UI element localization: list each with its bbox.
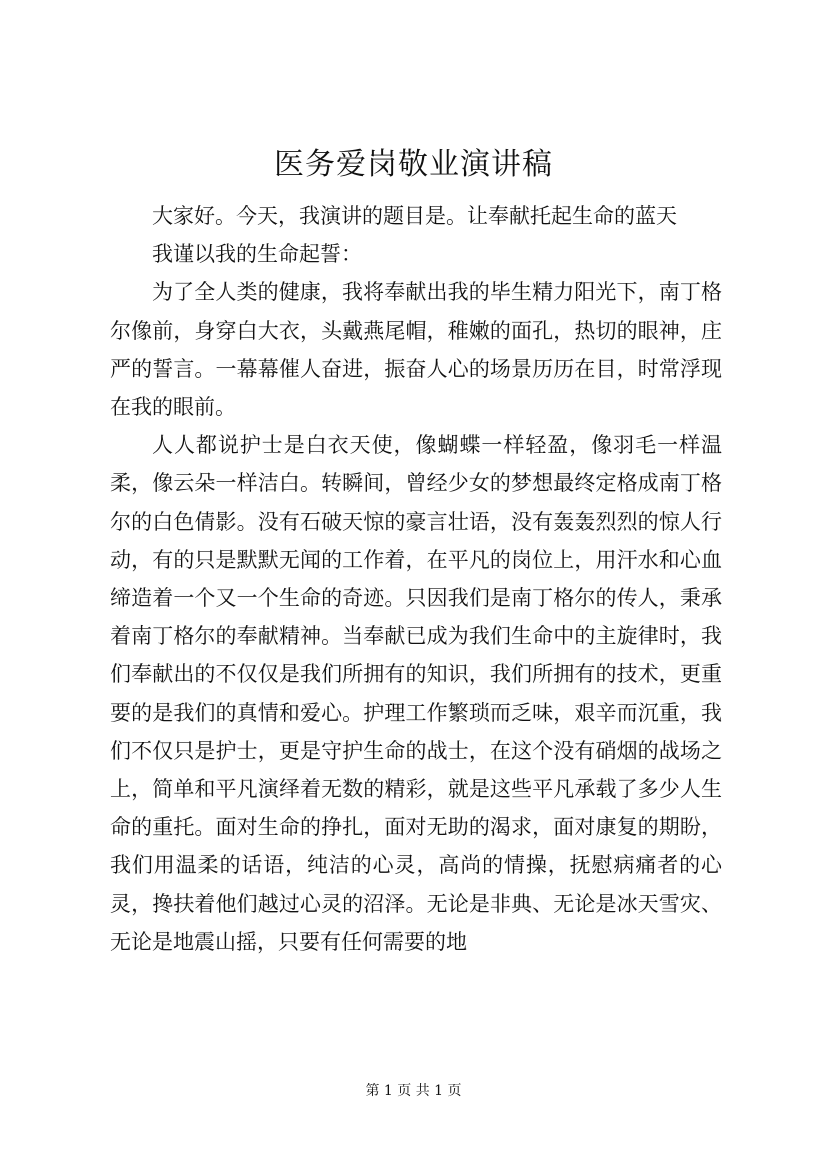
paragraph-greeting: 大家好。今天，我演讲的题目是。让奉献托起生命的蓝天 <box>152 204 677 228</box>
paragraph-angel: 人人都说护士是白衣天使，像蝴蝶一样轻盈，像羽毛一样温柔，像云朵一样洁白。转瞬间，曾经少女的梦想最终定格成南丁格尔的白色倩影。没有石破天惊的豪言壮语，没有轰轰烈烈的惊人行动，有的只是默默无闻的工作着，在平凡的岗位上，用汗水和心血缔造着一个又一个生命的奇迹。只因我们是南丁格尔的传人，秉承着南丁格尔的奉献精神。当奉献已成为我们生命中的主旋律时，我们奉献出的不仅仅是我们所拥有的知识，我们所拥有的技术，更重要的是我们的真情和爱心。护理工作繁琐而乏味，艰辛而沉重，我们不仅只是护士，更是守护生命的战士，在这个没有硝烟的战场之上，简单和平凡演绎着无数的精彩，就是这些平凡承载了多少人生命的重托。面对生命的挣扎，面对无助的渴求，面对康复的期盼，我们用温柔的话语，纯洁的心灵，高尚的情操，抚慰病痛者的心灵，搀扶着他们越过心灵的沼泽。无论是非典、无论是冰天雪灾、无论是地震山摇，只要有任何需要的地 <box>110 433 722 954</box>
paragraph-oath: 我谨以我的生命起誓： <box>152 242 362 267</box>
page-footer: 第 1 页 共 1 页 <box>365 1083 462 1099</box>
document-body <box>110 197 722 961</box>
page-title: 医务爱岗敬业演讲稿 <box>274 147 553 182</box>
paragraph-health: 为了全人类的健康，我将奉献出我的毕生精力阳光下，南丁格尔像前，身穿白大衣，头戴燕尾帽，稚嫩的面孔，热切的眼神，庄严的誓言。一幕幕催人奋进，振奋人心的场景历历在目，时常浮现在我的眼前。 <box>110 280 722 420</box>
